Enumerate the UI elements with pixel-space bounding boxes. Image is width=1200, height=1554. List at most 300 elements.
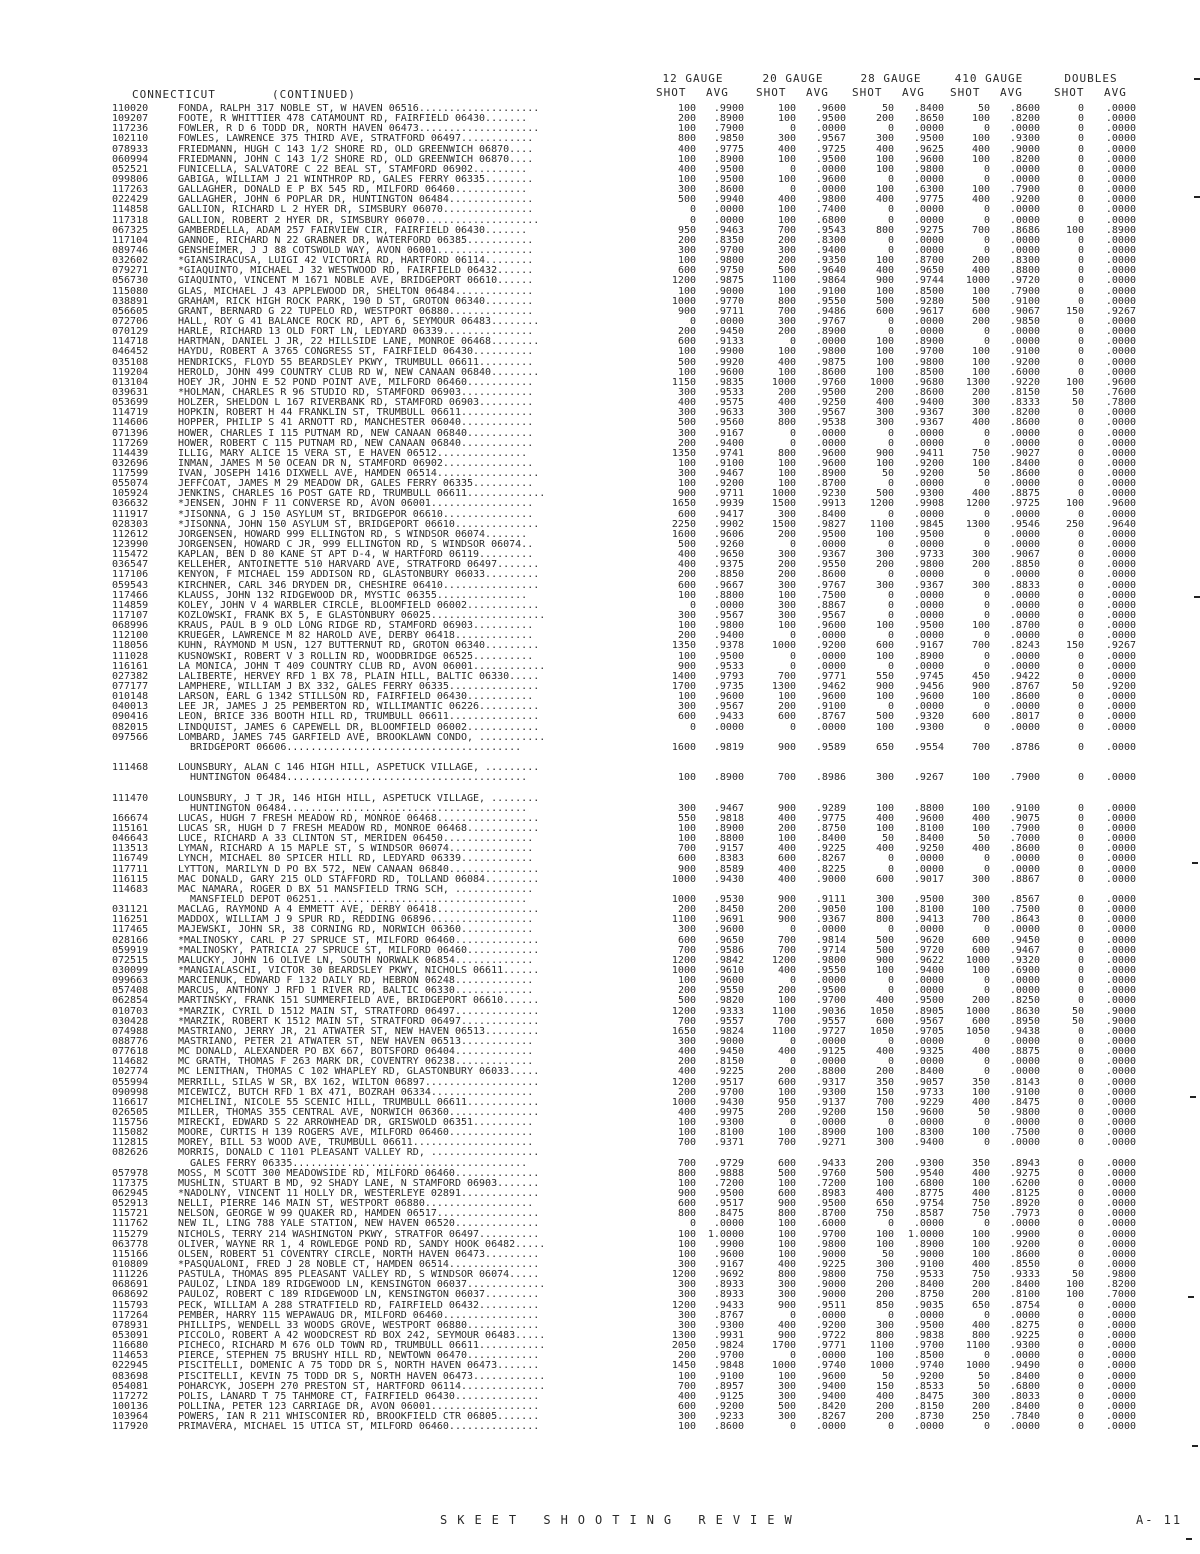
member-id: 112100	[112, 630, 149, 642]
doubles-avg: .0000	[1105, 1238, 1136, 1250]
20-gauge-avg: .0000	[815, 1056, 846, 1068]
28-gauge-shot: 0	[887, 1421, 894, 1433]
20-gauge-shot: 700	[777, 224, 796, 236]
member-name-address: HARTMAN, DANIEL J JR, 22 HILLSIDE LANE, MONROE 06468........	[178, 337, 540, 348]
28-gauge-shot: 0	[887, 1056, 894, 1068]
28-gauge-shot: 500	[875, 711, 894, 723]
12-gauge-avg: .9300	[713, 1319, 744, 1331]
28-gauge-shot: 0	[887, 123, 894, 135]
doubles-avg: .0000	[1105, 975, 1136, 987]
member-id: 116251	[112, 914, 149, 926]
doubles-shot: 0	[1077, 1319, 1084, 1331]
20-gauge-avg: .0000	[815, 1350, 846, 1362]
28-gauge-shot: 100	[875, 620, 894, 632]
20-gauge-shot: 0	[789, 660, 796, 672]
12-gauge-shot: 100	[677, 1177, 696, 1189]
12-gauge-shot: 100	[677, 346, 696, 358]
member-name-address: MASTRIANO, PETER 21 ATWATER ST, NEW HAVEN 06513............	[178, 1036, 534, 1047]
28-gauge-avg: .9280	[913, 295, 944, 307]
28-gauge-avg: .0000	[913, 234, 944, 246]
410-gauge-shot: 900	[971, 681, 990, 693]
28-gauge-avg: .0000	[913, 326, 944, 338]
410-gauge-shot: 100	[971, 772, 990, 784]
member-id: 117107	[112, 610, 149, 622]
12-gauge-shot: 100	[677, 255, 696, 267]
member-list	[112, 104, 1192, 1432]
12-gauge-avg: .9557	[713, 1015, 744, 1027]
doubles-avg: .0000	[1105, 285, 1136, 297]
20-gauge-shot: 400	[777, 843, 796, 855]
410-gauge-shot: 650	[971, 1299, 990, 1311]
20-gauge-shot: 600	[777, 1076, 796, 1088]
doubles-avg: .0000	[1105, 194, 1136, 206]
12-gauge-avg: .8100	[713, 1127, 744, 1139]
doubles-avg: .0000	[1105, 244, 1136, 256]
12-gauge-avg: .9260	[713, 539, 744, 551]
member-name-address: GLAS, MICHAEL J 43 APPLEWOOD DR, SHELTON 06484.............	[178, 286, 534, 297]
20-gauge-avg: .8267	[815, 1411, 846, 1423]
doubles-avg: .0000	[1105, 853, 1136, 865]
member-name-address: MOSS, M SCOTT 300 MEADOWSIDE RD, MILFORD 06460..............	[178, 1168, 540, 1179]
12-gauge-avg: .9711	[713, 305, 744, 317]
20-gauge-avg: .9814	[815, 934, 846, 946]
doubles-shot: 0	[1077, 234, 1084, 246]
member-name-address: FUNICELLA, SALVATORE C 22 BEAL ST, STAMFORD 06902.........	[178, 164, 528, 175]
12-gauge-shot: 700	[677, 843, 696, 855]
28-gauge-shot: 0	[887, 1218, 894, 1230]
410-gauge-shot: 800	[971, 1330, 990, 1342]
28-gauge-shot: 300	[875, 772, 894, 784]
410-gauge-shot: 400	[971, 417, 990, 429]
410-gauge-avg: .8786	[1009, 741, 1040, 753]
12-gauge-shot: 0	[689, 1218, 696, 1230]
edge-mark	[1186, 1538, 1192, 1540]
member-name-address: PISCITELLI, KEVIN 75 TODD DR S, NORTH HAVEN 06473............	[178, 1371, 546, 1382]
20-gauge-avg: .9600	[815, 620, 846, 632]
member-id: 114682	[112, 1056, 149, 1068]
20-gauge-avg: .0000	[815, 1421, 846, 1433]
20-gauge-avg: .0000	[815, 924, 846, 936]
28-gauge-shot: 650	[875, 741, 894, 753]
doubles-avg: .0000	[1105, 904, 1136, 916]
410-gauge-shot: 0	[983, 863, 990, 875]
410-gauge-avg: .0000	[1009, 853, 1040, 865]
28-gauge-shot: 0	[887, 427, 894, 439]
28-gauge-avg: .0000	[913, 123, 944, 135]
12-gauge-avg: .9606	[713, 528, 744, 540]
20-gauge-shot: 200	[777, 528, 796, 540]
doubles-avg: .8200	[1105, 1279, 1136, 1291]
410-gauge-avg: .8550	[1009, 1259, 1040, 1271]
410-gauge-avg: .8700	[1009, 620, 1040, 632]
410-gauge-avg: .0000	[1009, 1066, 1040, 1078]
410-gauge-shot: 0	[983, 985, 990, 997]
12-gauge-shot: 1200	[671, 1299, 696, 1311]
doubles-avg: .0000	[1105, 1056, 1136, 1068]
28-gauge-shot: 100	[875, 528, 894, 540]
410-gauge-avg: .0000	[1009, 427, 1040, 439]
410-gauge-avg: .8333	[1009, 397, 1040, 409]
410-gauge-shot: 1000	[965, 954, 990, 966]
doubles-shot: 0	[1077, 1370, 1084, 1382]
doubles-avg: .0000	[1105, 1137, 1136, 1149]
12-gauge-shot: 600	[677, 711, 696, 723]
12-gauge-avg: .0000	[713, 599, 744, 611]
12-gauge-avg: .9800	[713, 255, 744, 267]
member-name-address: KLAUSS, JOHN 132 RIDGEWOOD DR, MYSTIC 06355...............	[178, 590, 528, 601]
28-gauge-shot: 300	[875, 417, 894, 429]
410-gauge-avg: .0000	[1009, 1350, 1040, 1362]
member-id: 022429	[112, 194, 149, 206]
12-gauge-shot: 200	[677, 904, 696, 916]
12-gauge-avg: .9430	[713, 1096, 744, 1108]
12-gauge-avg: .9650	[713, 934, 744, 946]
20-gauge-shot: 0	[789, 975, 796, 987]
doubles-shot: 0	[1077, 701, 1084, 713]
20-gauge-shot: 0	[789, 650, 796, 662]
20-gauge-avg: .9771	[815, 670, 846, 682]
410-gauge-shot: 100	[971, 1248, 990, 1260]
20-gauge-shot: 900	[777, 1299, 796, 1311]
410-gauge-avg: .8600	[1009, 417, 1040, 429]
member-id: 111226	[112, 1269, 149, 1281]
28-gauge-avg: .9250	[913, 843, 944, 855]
doubles-avg: .0000	[1105, 265, 1136, 277]
member-id: 030099	[112, 964, 149, 976]
member-name-address: LAMPHERE, WILLIAM J BX 332, GALES FERRY 06335...............	[178, 682, 540, 693]
20-gauge-shot: 300	[777, 549, 796, 561]
28-gauge-avg: .9800	[913, 559, 944, 571]
28-gauge-avg: .9200	[913, 1370, 944, 1382]
410-gauge-shot: 400	[971, 1167, 990, 1179]
member-name-address: KELLEHER, ANTOINETTE 510 HARVARD AVE, STRATFORD 06497.......	[178, 560, 540, 571]
member-id: 052521	[112, 163, 149, 175]
20-gauge-shot: 300	[777, 610, 796, 622]
doubles-avg: .0000	[1105, 995, 1136, 1007]
doubles-shot: 0	[1077, 214, 1084, 226]
member-id: 166674	[112, 812, 149, 824]
28-gauge-avg: .9845	[913, 518, 944, 530]
410-gauge-shot: 100	[971, 153, 990, 165]
28-gauge-avg: .9775	[913, 194, 944, 206]
28-gauge-shot: 50	[881, 103, 894, 114]
20-gauge-shot: 400	[777, 873, 796, 885]
12-gauge-avg: .9567	[713, 610, 744, 622]
12-gauge-avg: .9586	[713, 944, 744, 956]
28-gauge-avg: .9720	[913, 944, 944, 956]
doubles-avg: .0000	[1105, 893, 1136, 905]
12-gauge-shot: 100	[677, 833, 696, 845]
28-gauge-avg: .8500	[913, 1350, 944, 1362]
20-gauge-shot: 300	[777, 1390, 796, 1402]
member-name-address: GALLAGHER, JOHN 6 POPLAR DR, HUNTINGTON 06484..............	[178, 195, 534, 206]
member-name-address: MAC DONALD, GARY 215 OLD STAFFORD RD, TOLLAND 06084.........	[178, 874, 540, 885]
member-id: 118056	[112, 640, 149, 652]
12-gauge-shot: 400	[677, 163, 696, 175]
doubles-shot: 0	[1077, 1248, 1084, 1260]
20-gauge-shot: 900	[777, 1330, 796, 1342]
12-gauge-avg: .9975	[713, 1106, 744, 1118]
table-row	[112, 773, 1192, 783]
shot-label: SHOT	[756, 86, 787, 99]
410-gauge-avg: .0000	[1009, 985, 1040, 997]
member-name-address: NELLI, PIERRE 146 MAIN ST, WESTPORT 06880..................	[178, 1199, 534, 1210]
410-gauge-avg: .8567	[1009, 893, 1040, 905]
410-gauge-avg: .0000	[1009, 163, 1040, 175]
member-name-address: KOLEY, JOHN V 4 WARBLER CIRCLE, BLOOMFIELD 06002............	[178, 600, 540, 611]
20-gauge-shot: 0	[789, 437, 796, 449]
12-gauge-avg: .9133	[713, 336, 744, 348]
410-gauge-shot: 700	[971, 224, 990, 236]
doubles-shot: 0	[1077, 670, 1084, 682]
28-gauge-shot: 100	[875, 346, 894, 358]
28-gauge-shot: 400	[875, 1188, 894, 1200]
20-gauge-shot: 300	[777, 1289, 796, 1301]
edge-mark	[1192, 862, 1198, 864]
20-gauge-shot: 1100	[771, 275, 796, 287]
doubles-avg: .0000	[1105, 610, 1136, 622]
doubles-avg: .0000	[1105, 944, 1136, 956]
12-gauge-shot: 500	[677, 417, 696, 429]
doubles-avg: .9640	[1105, 518, 1136, 530]
doubles-avg: .0000	[1105, 579, 1136, 591]
28-gauge-avg: .9733	[913, 1086, 944, 1098]
12-gauge-avg: .8589	[713, 863, 744, 875]
12-gauge-avg: .8850	[713, 569, 744, 581]
member-name-address: PIERCE, STEPHEN 75 BRUSHY HILL RD, NEWTOWN 06470............	[178, 1351, 540, 1362]
28-gauge-shot: 100	[875, 904, 894, 916]
avg-label: AVG	[1000, 86, 1023, 99]
doubles-shot: 0	[1077, 457, 1084, 469]
20-gauge-avg: .9400	[815, 1390, 846, 1402]
410-gauge-avg: .8400	[1009, 1401, 1040, 1412]
12-gauge-shot: 1200	[671, 275, 696, 287]
28-gauge-shot: 700	[875, 1096, 894, 1108]
12-gauge-avg: .9820	[713, 995, 744, 1007]
410-gauge-avg: .0000	[1009, 508, 1040, 520]
doubles-avg: .0000	[1105, 1086, 1136, 1098]
doubles-avg: .0000	[1105, 650, 1136, 662]
member-name-address: PAULOZ, ROBERT C 189 RIDGEWOOD LN, KENSINGTON 06037.........	[178, 1290, 540, 1301]
member-id: 074988	[112, 1025, 149, 1037]
table-row	[112, 875, 1192, 885]
doubles-shot: 0	[1077, 204, 1084, 216]
doubles-avg: .0000	[1105, 113, 1136, 125]
20-gauge-shot: 100	[777, 1177, 796, 1189]
12-gauge-avg: .0000	[713, 1218, 744, 1230]
doubles-avg: .8900	[1105, 224, 1136, 236]
28-gauge-shot: 200	[875, 1401, 894, 1412]
28-gauge-shot: 100	[875, 356, 894, 368]
20-gauge-avg: .6800	[815, 214, 846, 226]
12-gauge-shot: 100	[677, 1421, 696, 1433]
410-gauge-avg: .0000	[1009, 1218, 1040, 1230]
20-gauge-shot: 100	[777, 285, 796, 297]
20-gauge-avg: .9400	[815, 244, 846, 256]
12-gauge-avg: .9700	[713, 244, 744, 256]
20-gauge-avg: .9000	[815, 1289, 846, 1301]
410-gauge-avg: .8400	[1009, 457, 1040, 469]
member-name-address: POLIS, LANARD T 75 TAHMORE CT, FAIRFIELD 06430..............	[178, 1391, 540, 1402]
12-gauge-shot: 900	[677, 863, 696, 875]
12-gauge-shot: 700	[677, 1380, 696, 1392]
member-name-address: PAULOZ, LINDA 189 RIDGEWOOD LN, KENSINGTON 06037.............	[178, 1280, 546, 1291]
410-gauge-avg: .8143	[1009, 1076, 1040, 1088]
410-gauge-avg: .8243	[1009, 640, 1040, 652]
12-gauge-shot: 600	[677, 1401, 696, 1412]
doubles-avg: .0000	[1105, 559, 1136, 571]
410-gauge-avg: .9220	[1009, 376, 1040, 388]
28-gauge-avg: .9275	[913, 224, 944, 236]
28-gauge-shot: 100	[875, 691, 894, 703]
member-name-address: LUCE, RICHARD A 33 CLINTON ST, MERIDEN 06450...............	[178, 834, 534, 845]
28-gauge-shot: 100	[875, 1238, 894, 1250]
doubles-shot: 0	[1077, 295, 1084, 307]
12-gauge-avg: .9167	[713, 427, 744, 439]
20-gauge-shot: 100	[777, 214, 796, 226]
20-gauge-shot: 400	[777, 863, 796, 875]
12-gauge-avg: .9467	[713, 468, 744, 480]
doubles-shot: 0	[1077, 1228, 1084, 1240]
member-name-address: LOMBARD, JAMES 745 GARFIELD AVE, BROOKLAWN CONDO, ...........	[178, 732, 546, 743]
28-gauge-avg: .9567	[913, 1015, 944, 1027]
28-gauge-shot: 100	[875, 1127, 894, 1139]
doubles-avg: .0000	[1105, 1167, 1136, 1179]
20-gauge-avg: .9433	[815, 1157, 846, 1169]
20-gauge-shot: 100	[777, 833, 796, 845]
doubles-avg: .0000	[1105, 1340, 1136, 1352]
member-id: 071396	[112, 427, 149, 439]
member-id: 117263	[112, 184, 149, 196]
member-name-address: LYMAN, RICHARD A 15 MAPLE ST, S WINDSOR 06074..............	[178, 844, 534, 855]
28-gauge-shot: 400	[875, 995, 894, 1007]
28-gauge-shot: 400	[875, 1390, 894, 1402]
member-name-address: FRIEDMANN, JOHN C 143 1/2 SHORE RD, OLD GREENWICH 06870....	[178, 154, 534, 165]
member-id: 117466	[112, 589, 149, 601]
28-gauge-shot: 100	[875, 1350, 894, 1362]
doubles-shot: 0	[1077, 194, 1084, 206]
410-gauge-shot: 100	[971, 620, 990, 632]
12-gauge-shot: 1000	[671, 893, 696, 905]
doubles-avg: .0000	[1105, 1421, 1136, 1433]
20-gauge-avg: .8420	[815, 1401, 846, 1412]
28-gauge-shot: 800	[875, 914, 894, 926]
20-gauge-shot: 100	[777, 995, 796, 1007]
20-gauge-avg: .7400	[815, 204, 846, 216]
20-gauge-avg: .9740	[815, 1360, 846, 1372]
member-id: 022945	[112, 1360, 149, 1372]
20-gauge-shot: 100	[777, 1127, 796, 1139]
28-gauge-shot: 0	[887, 1117, 894, 1129]
410-gauge-avg: .8475	[1009, 1096, 1040, 1108]
20-gauge-avg: .9225	[815, 1259, 846, 1271]
member-name-address: IVAN, JOSEPH 1416 DIXWELL AVE, HAMDEN 06514.................	[178, 469, 540, 480]
20-gauge-avg: .8900	[815, 1127, 846, 1139]
28-gauge-shot: 100	[875, 163, 894, 175]
410-gauge-shot: 200	[971, 386, 990, 398]
28-gauge-avg: .8730	[913, 1411, 944, 1423]
20-gauge-avg: .9875	[815, 356, 846, 368]
410-gauge-avg: .8686	[1009, 224, 1040, 236]
doubles-shot: 0	[1077, 336, 1084, 348]
doubles-avg: .0000	[1105, 1309, 1136, 1321]
member-name-address: GANNOE, RICHARD N 22 GRABNER DR, WATERFORD 06385...........	[178, 235, 534, 246]
doubles-avg: .0000	[1105, 234, 1136, 246]
410-gauge-avg: .9850	[1009, 315, 1040, 327]
410-gauge-shot: 0	[983, 1309, 990, 1321]
28-gauge-avg: .0000	[913, 853, 944, 865]
member-id: 117269	[112, 437, 149, 449]
28-gauge-shot: 0	[887, 326, 894, 338]
doubles-shot: 0	[1077, 1025, 1084, 1037]
410-gauge-avg: .0000	[1009, 1035, 1040, 1047]
table-row	[112, 1422, 1192, 1432]
28-gauge-avg: .8600	[913, 386, 944, 398]
doubles-avg: .0000	[1105, 660, 1136, 672]
20-gauge-avg: .0000	[815, 437, 846, 449]
28-gauge-shot: 300	[875, 579, 894, 591]
12-gauge-shot: 900	[677, 305, 696, 317]
410-gauge-shot: 200	[971, 255, 990, 267]
20-gauge-shot: 300	[777, 599, 796, 611]
publication-title: SKEET SHOOTING REVIEW	[440, 1513, 802, 1527]
member-id: 054081	[112, 1380, 149, 1392]
12-gauge-avg: .9433	[713, 711, 744, 723]
member-name-address: MERRILL, SILAS W SR, BX 162, WILTON 06897...................	[178, 1077, 540, 1088]
410-gauge-avg: .8950	[1009, 1015, 1040, 1027]
20-gauge-shot: 100	[777, 153, 796, 165]
410-gauge-avg: .9100	[1009, 346, 1040, 358]
20-gauge-shot: 100	[777, 366, 796, 378]
12-gauge-avg: .9125	[713, 1390, 744, 1402]
28-gauge-shot: 500	[875, 944, 894, 956]
28-gauge-avg: .9200	[913, 468, 944, 480]
12-gauge-shot: 300	[677, 802, 696, 814]
12-gauge-shot: 400	[677, 1390, 696, 1402]
20-gauge-shot: 100	[777, 346, 796, 358]
member-id: 112815	[112, 1137, 149, 1149]
20-gauge-shot: 1000	[771, 1360, 796, 1372]
20-gauge-avg: .9800	[815, 1269, 846, 1281]
410-gauge-shot: 350	[971, 1076, 990, 1088]
12-gauge-avg: .9729	[713, 1157, 744, 1169]
doubles-shot: 100	[1065, 224, 1084, 236]
20-gauge-avg: .9700	[815, 1228, 846, 1240]
20-gauge-avg: .0000	[815, 1035, 846, 1047]
20-gauge-avg: .9600	[815, 173, 846, 185]
12-gauge-shot: 0	[689, 315, 696, 327]
edge-mark	[1192, 1445, 1198, 1447]
12-gauge-avg: .9750	[713, 265, 744, 277]
28-gauge-shot: 200	[875, 1066, 894, 1078]
410-gauge-avg: .8275	[1009, 1319, 1040, 1331]
12-gauge-shot: 100	[677, 478, 696, 490]
410-gauge-shot: 400	[971, 488, 990, 500]
member-name-address: MIRECKI, EDWARD S 22 ARROWHEAD DR, GRISWOLD 06351..........	[178, 1118, 534, 1129]
doubles-avg: .0000	[1105, 873, 1136, 885]
20-gauge-shot: 400	[777, 964, 796, 976]
410-gauge-shot: 0	[983, 660, 990, 672]
20-gauge-shot: 0	[789, 163, 796, 175]
20-gauge-avg: .9200	[815, 1106, 846, 1118]
12-gauge-shot: 200	[677, 630, 696, 642]
28-gauge-shot: 0	[887, 1035, 894, 1047]
member-name-address: GABIGA, WILLIAM J 21 WINTHROP RD, GALES FERRY 06335........	[178, 174, 534, 185]
member-id: 109207	[112, 113, 149, 125]
28-gauge-avg: .0000	[913, 1421, 944, 1433]
doubles-shot: 0	[1077, 1167, 1084, 1179]
member-name-address: HOEY JR, JOHN E 52 POND POINT AVE, MILFORD 06460...........	[178, 377, 534, 388]
